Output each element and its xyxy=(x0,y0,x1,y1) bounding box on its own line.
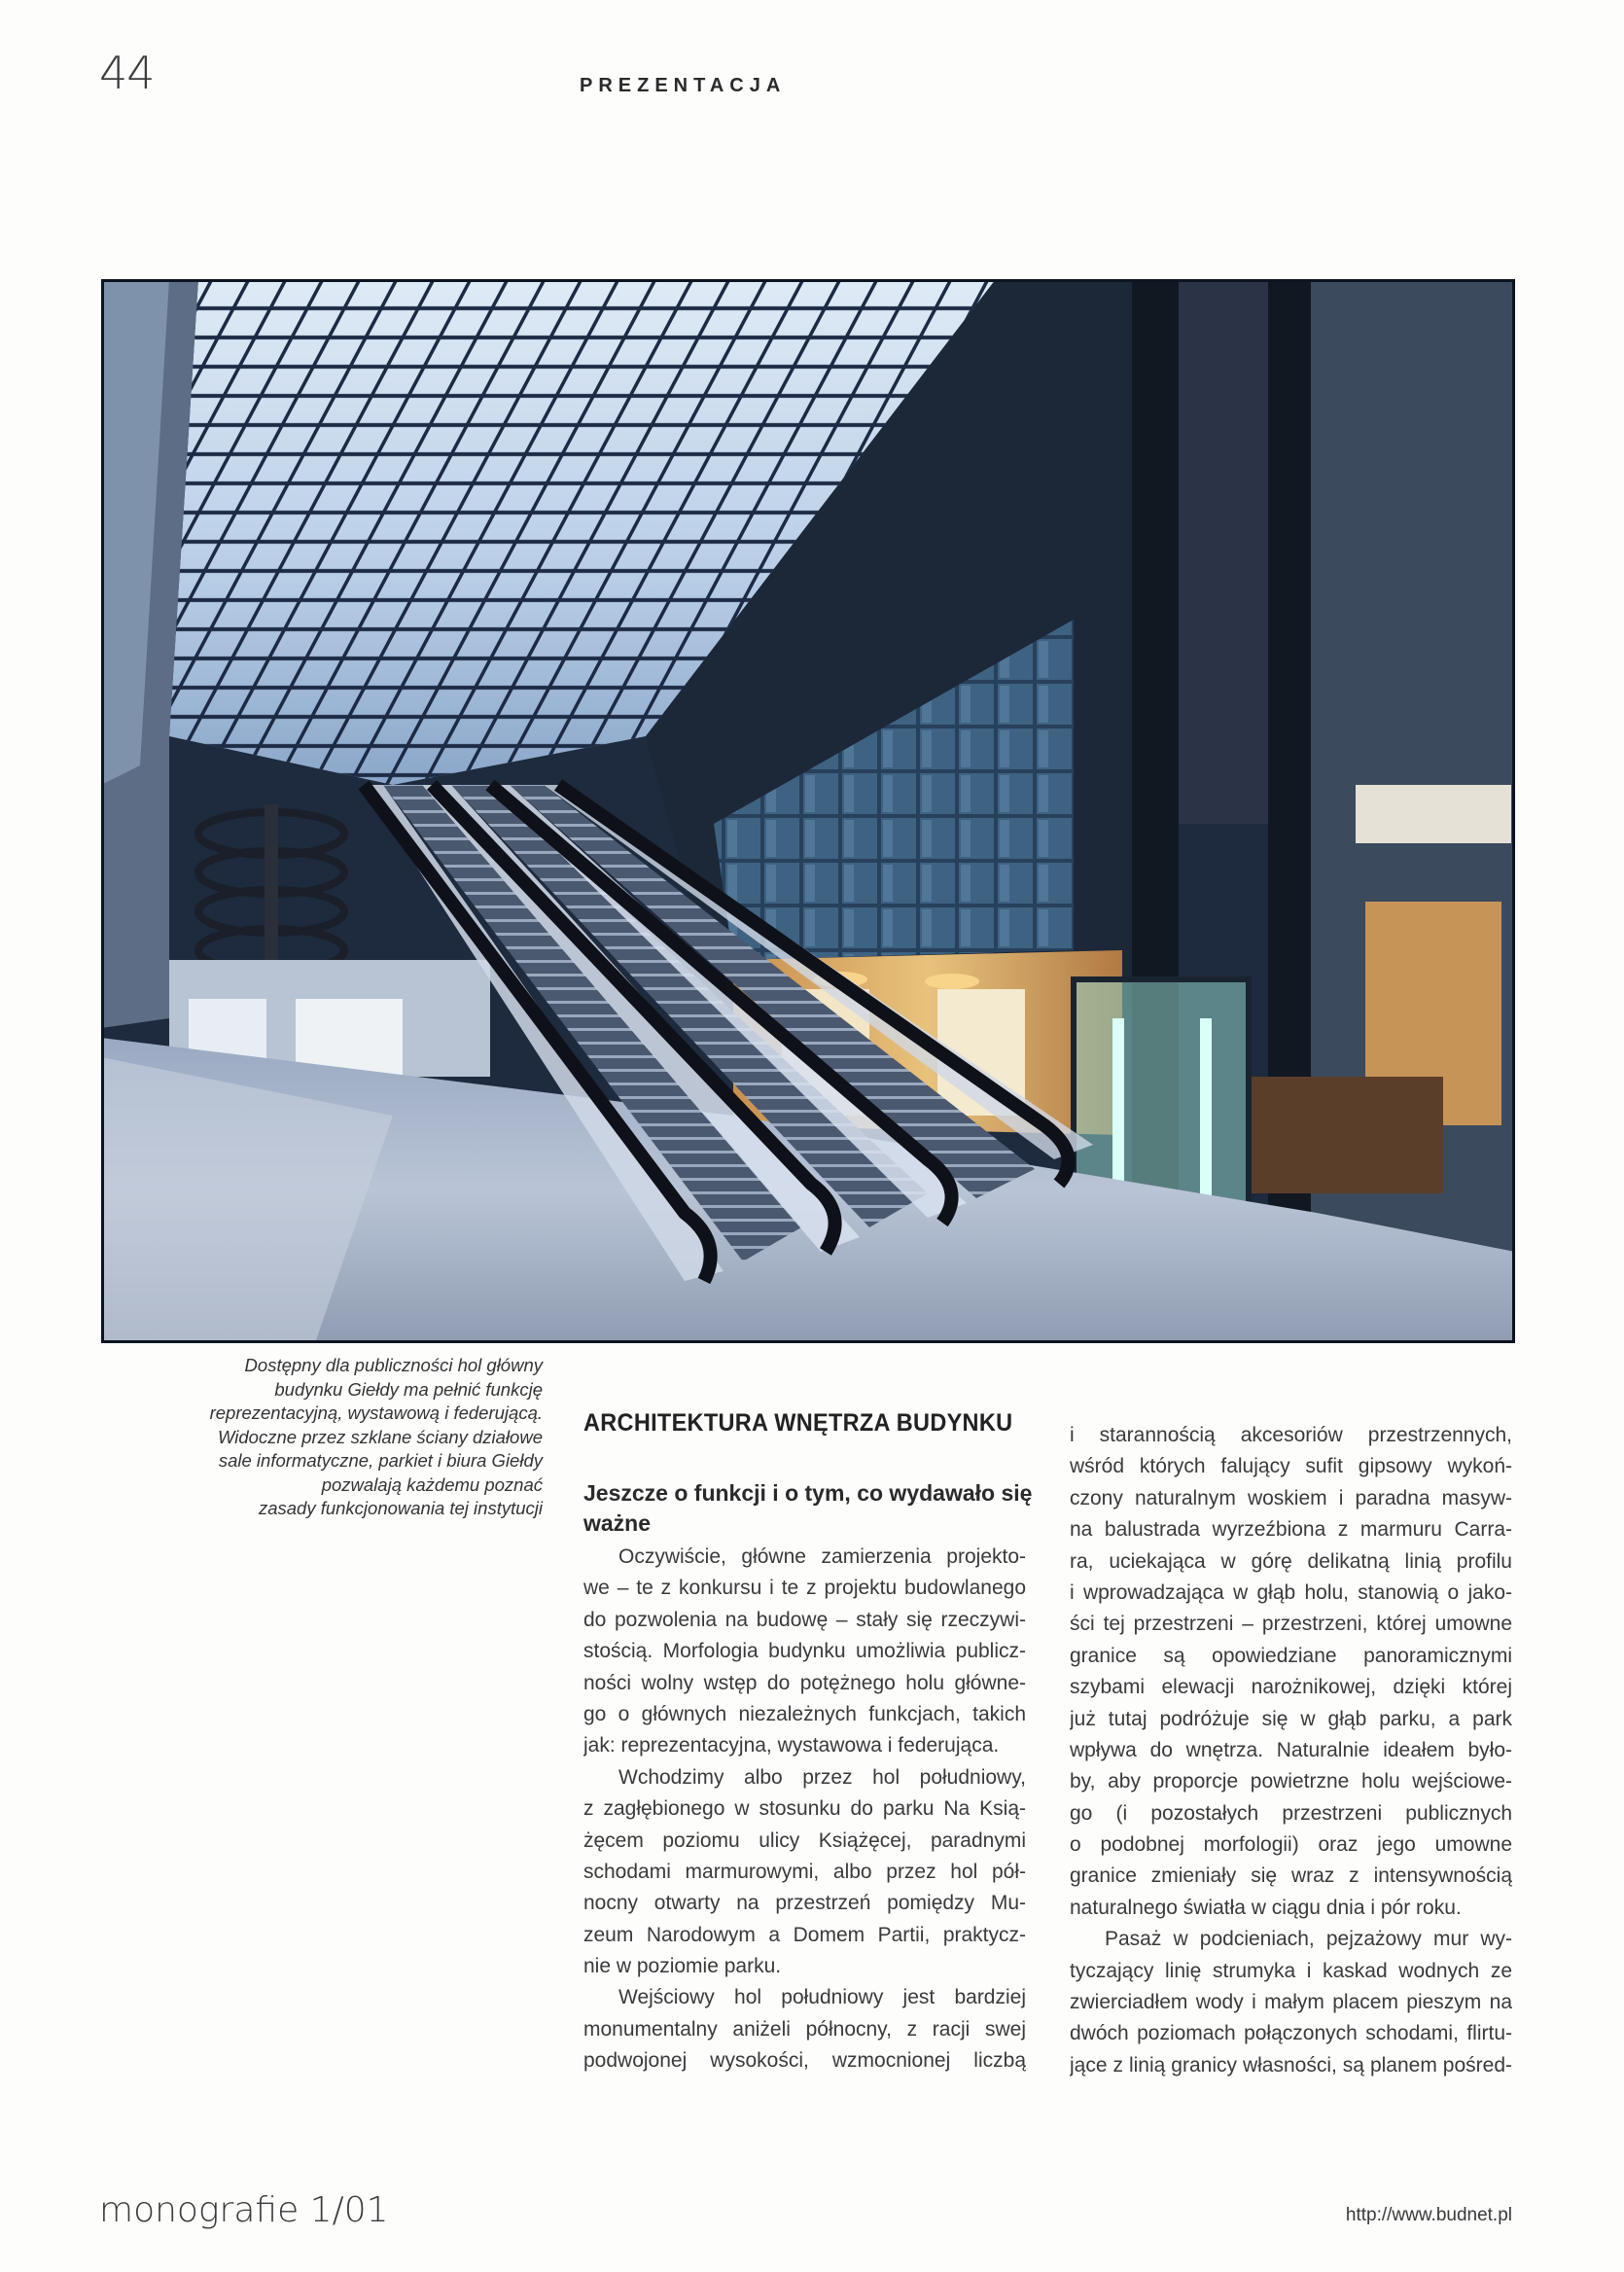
body-line: i wprowadzająca w głąb holu, stanowią o jako- xyxy=(1070,1580,1512,1604)
body-line: zwierciadłem wody i małym placem pieszym na xyxy=(1070,1991,1512,2014)
body-line: do pozwolenia na budowę – stały się rzeczywi- xyxy=(583,1608,1026,1631)
article-heading: ARCHITEKTURA WNĘTRZA BUDYNKU xyxy=(583,1408,1013,1437)
body-line: żęcem poziomu ulicy Książęcej, paradnymi xyxy=(583,1828,1026,1852)
hall-illustration xyxy=(101,279,1515,1343)
body-line: na balustrada wyrzeźbiona z marmuru Carra- xyxy=(1070,1518,1512,1542)
body-line: o podobnej morfologii) oraz jego umowne xyxy=(1070,1833,1512,1857)
body-line: by, aby proporcje powietrzne holu wejściowe- xyxy=(1070,1770,1512,1793)
article-column-2 xyxy=(1070,1420,1512,2081)
body-line: tyczający linię strumyka i kaskad wodnych ze xyxy=(1070,1959,1512,1982)
body-line: już tutaj podróżuje się w głąb parku, a park xyxy=(1070,1707,1512,1730)
caption-line: Widoczne przez szklane ściany działowe xyxy=(217,1426,543,1447)
body-line: ści tej przestrzeni – przestrzeni, której umowne xyxy=(1070,1613,1512,1636)
body-line: stością. Morfologia budynku umożliwia publicz- xyxy=(583,1640,1026,1663)
body-line: ności wolny wstęp do potężnego holu główne- xyxy=(583,1671,1026,1694)
body-line: we – te z konkursu i te z projektu budowlanego xyxy=(583,1577,1026,1600)
body-line: granice są opowiedziane panoramicznymi xyxy=(1070,1644,1512,1667)
body-line: go o głównych niezależnych funkcjach, takich xyxy=(583,1702,1026,1725)
body-line: szybami elewacji narożnikowej, dzięki której xyxy=(1070,1676,1512,1699)
article-subheading: Jeszcze o funkcji i o tym, co wydawało się ważne xyxy=(583,1480,1033,1536)
body-line: jące z linią granicy własności, są planem pośred- xyxy=(1070,2053,1512,2077)
caption-line: budynku Giełdy ma pełnić funkcję xyxy=(274,1378,543,1400)
body-line: go (i pozostałych przestrzeni publicznych xyxy=(1070,1801,1512,1825)
caption-line: reprezentacyjną, wystawową i federującą. xyxy=(209,1402,543,1423)
body-line: podwojonej wysokości, wzmocnionej liczbą xyxy=(583,2049,1026,2073)
publication-name: monografie 1/01 xyxy=(99,2190,389,2230)
section-label: PREZENTACJA xyxy=(580,75,787,96)
photo-caption xyxy=(146,1354,543,1521)
body-line: Oczywiście, główne zamierzenia projekto- xyxy=(618,1545,1026,1568)
body-line: Pasaż w podcieniach, pejzażowy mur wy- xyxy=(1105,1928,1512,1951)
body-line: dwóch poziomach połączonych schodami, flirtu- xyxy=(1070,2022,1512,2045)
hall-photo xyxy=(101,279,1515,1343)
body-line: Wejściowy hol południowy jest bardziej xyxy=(618,1986,1026,2009)
body-line: naturalnego światła w ciągu dnia i pór roku. xyxy=(1070,1896,1462,1919)
body-line: granice zmieniały się wraz z intensywnością xyxy=(1070,1864,1512,1888)
body-line: wśród których falujący sufit gipsowy wykoń- xyxy=(1070,1455,1512,1478)
body-line: jak: reprezentacyjna, wystawowa i federująca. xyxy=(583,1734,1000,1757)
body-line: nocny otwarty na przestrzeń pomiędzy Mu- xyxy=(583,1892,1026,1915)
body-line: z zagłębionego w stosunku do parku Na Ksią- xyxy=(583,1797,1026,1821)
body-line: wpływa do wnętrza. Naturalnie ideałem było- xyxy=(1070,1738,1512,1761)
body-line: zeum Narodowym a Domem Partii, praktycz- xyxy=(583,1923,1026,1946)
page-number: 44 xyxy=(99,47,155,99)
body-line: schodami marmurowymi, albo przez hol pół- xyxy=(583,1860,1026,1883)
body-line: Wchodzimy albo przez hol południowy, xyxy=(618,1765,1026,1789)
caption-line: sale informatyczne, parkiet i biura Giełdy xyxy=(218,1450,543,1471)
body-line: monumentalny aniżeli północny, z racji swej xyxy=(583,2017,1026,2041)
caption-line: zasady funkcjonowania tej instytucji xyxy=(258,1498,543,1518)
body-line: i starannością akcesoriów przestrzennych, xyxy=(1070,1424,1512,1446)
caption-line: pozwalają każdemu poznać xyxy=(321,1473,543,1495)
caption-line: Dostępny dla publiczności hol główny xyxy=(244,1355,543,1375)
body-line: nie w poziomie parku. xyxy=(583,1955,782,1978)
article-column-1 xyxy=(583,1542,1026,2077)
footer-url[interactable]: http://www.budnet.pl xyxy=(1345,2205,1512,2225)
body-line: ra, uciekająca w górę delikatną linią profilu xyxy=(1070,1549,1512,1573)
body-line: czony naturalnym woskiem i paradna masyw- xyxy=(1070,1486,1512,1509)
